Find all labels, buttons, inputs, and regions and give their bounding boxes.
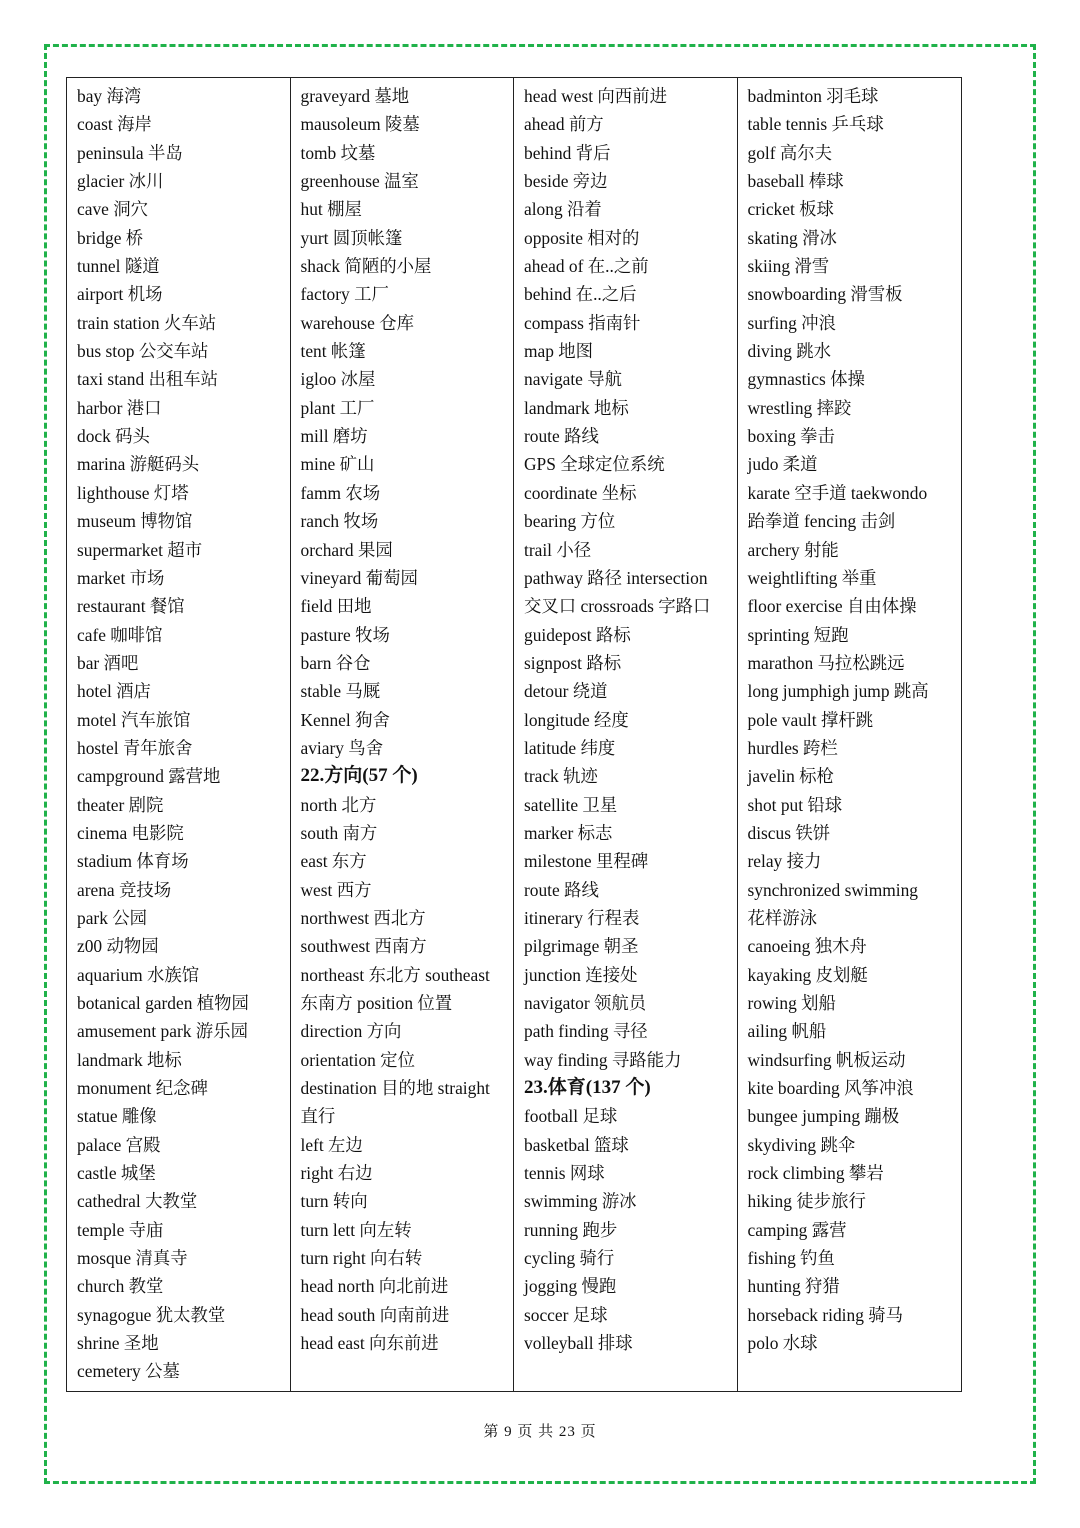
vocab-entry: hunting 狩猎 [747,1276,840,1297]
page-number-footer: 第 9 页 共 23 页 [483,1424,597,1440]
vocab-entry: 花样游泳 [747,907,818,928]
section-heading: 23.体育(137 个) [524,1077,651,1099]
vocab-entry: harbor 港口 [77,397,162,418]
vocab-entry: along 沿着 [524,199,602,220]
vocab-entry: bay 海湾 [77,86,142,106]
vocab-entry: jogging 慢跑 [524,1276,617,1297]
vocab-entry: motel 汽车旅馆 [77,709,191,730]
vocab-entry: tunnel 隧道 [77,256,160,277]
vocab-entry: beside 旁边 [524,171,608,192]
vocab-entry: aquarium 水族馆 [77,964,200,985]
vocab-entry: palace 宫殿 [77,1134,161,1155]
vocab-entry: cycling 骑行 [524,1248,615,1269]
vocab-entry: amusement park 游乐园 [77,1021,248,1042]
vocab-entry: dock 码头 [77,426,150,447]
vocab-entry: gymnastics 体操 [747,369,865,390]
vocab-entry: badminton 羽毛球 [747,86,879,106]
vocab-entry: turn 转向 [300,1191,368,1212]
vocab-entry: hostel 青年旅舍 [77,737,193,758]
vocabulary-column-3 [514,78,738,1391]
vocab-entry: 直行 [300,1106,336,1127]
vocab-entry: judo 柔道 [747,454,818,475]
vocab-entry: soccer 足球 [524,1304,608,1325]
vocabulary-column-1 [67,78,291,1391]
vocab-entry: bus stop 公交车站 [77,341,209,362]
vocab-entry: diving 跳水 [747,341,832,362]
vocab-entry: turn right 向右转 [300,1248,423,1269]
vocab-entry: east 东方 [300,851,367,872]
vocab-entry: path finding 寻径 [524,1021,648,1042]
vocab-entry: orientation 定位 [300,1049,415,1070]
vocab-entry: opposite 相对的 [524,227,640,248]
vocab-entry: bungee jumping 蹦极 [747,1106,900,1127]
vocab-entry: plant 工厂 [300,397,375,418]
vocab-entry: shrine 圣地 [77,1333,159,1354]
vocab-entry: map 地图 [524,341,594,362]
vocab-entry: bridge 桥 [77,227,144,248]
vocab-entry: GPS 全球定位系统 [524,454,665,475]
vocab-entry: destination 目的地 straight [300,1078,490,1099]
vocab-entry: kayaking 皮划艇 [747,964,868,985]
vocab-entry: cinema 电影院 [77,822,184,843]
vocab-entry: hotel 酒店 [77,681,151,702]
vocab-entry: itinerary 行程表 [524,907,640,928]
vocab-entry: trail 小径 [524,539,592,560]
vocab-entry: synagogue 犹太教堂 [77,1304,226,1325]
vocab-entry: greenhouse 温室 [300,171,419,192]
vocab-entry: archery 射能 [747,539,839,560]
vocab-entry: skating 滑冰 [747,227,837,248]
vocab-entry: milestone 里程碑 [524,851,649,872]
vocab-entry: sprinting 短跑 [747,624,849,645]
vocab-entry: pole vault 撑杆跳 [747,709,874,730]
vocab-entry: Kennel 狗舍 [300,709,390,730]
vocab-entry: castle 城堡 [77,1163,156,1184]
vocab-entry: factory 工厂 [300,284,389,305]
vocab-entry: cafe 咖啡馆 [77,624,163,645]
vocab-entry: west 西方 [300,879,372,900]
vocab-entry: coast 海岸 [77,114,152,135]
vocab-entry: fishing 钓鱼 [747,1248,835,1269]
vocab-entry: weightlifting 举重 [747,567,877,588]
vocab-entry: peninsula 半岛 [77,142,183,163]
vocab-entry: hiking 徒步旅行 [747,1191,866,1212]
vocab-entry: tent 帐篷 [300,341,366,362]
vocab-entry: head north 向北前进 [300,1276,449,1297]
vocab-entry: vineyard 葡萄园 [300,567,418,588]
vocab-entry: javelin 标枪 [747,766,834,787]
vocab-entry: snowboarding 滑雪板 [747,284,903,305]
vocab-entry: z00 动物园 [77,936,159,957]
vocab-entry: behind 背后 [524,142,611,163]
vocab-entry: airport 机场 [77,284,163,305]
vocab-entry: ahead of 在..之前 [524,256,649,277]
vocab-entry: rowing 划船 [747,993,836,1013]
vocab-entry: junction 连接处 [524,964,638,985]
vocab-entry: floor exercise 自由体操 [747,596,917,617]
vocab-entry: surfing 冲浪 [747,312,836,333]
vocab-entry: navigate 导航 [524,369,623,390]
vocab-entry: mosque 清真寺 [77,1248,188,1269]
vocab-entry: statue 雕像 [77,1106,157,1127]
vocab-entry: volleyball 排球 [524,1333,633,1354]
vocab-entry: restaurant 餐馆 [77,596,185,617]
vocab-entry: 跆拳道 fencing 击剑 [747,511,896,532]
vocab-entry: shack 简陋的小屋 [300,256,432,277]
vocab-entry: bar 酒吧 [77,652,139,673]
vocab-entry: ailing 帆船 [747,1021,827,1042]
vocab-entry: boxing 拳击 [747,426,835,447]
vocab-entry: southwest 西南方 [300,936,427,957]
vocab-entry: horseback riding 骑马 [747,1304,904,1325]
vocab-entry: 东南方 position 位置 [300,993,453,1013]
vocab-entry: basketbal 篮球 [524,1134,629,1155]
vocab-entry: head east 向东前进 [300,1333,439,1354]
vocab-entry: navigator 领航员 [524,993,647,1013]
vocab-entry: longitude 经度 [524,709,629,730]
vocab-entry: botanical garden 植物园 [77,993,249,1013]
vocab-entry: 交叉口 crossroads 字路口 [524,596,711,617]
vocab-entry: northwest 西北方 [300,907,426,928]
vocab-entry: cave 洞穴 [77,199,148,220]
vocab-entry: compass 指南针 [524,312,641,333]
vocab-entry: train station 火车站 [77,312,217,333]
vocab-entry: theater 剧院 [77,794,164,815]
vocab-entry: supermarket 超市 [77,539,203,560]
vocabulary-table [66,77,962,1392]
vocab-entry: temple 寺庙 [77,1219,164,1240]
vocab-entry: direction 方向 [300,1021,402,1042]
vocab-entry: cathedral 大教堂 [77,1191,198,1212]
vocab-entry: stable 马厩 [300,681,381,702]
vocab-entry: cricket 板球 [747,199,834,220]
vocab-entry: turn lett 向左转 [300,1219,412,1240]
vocab-entry: field 田地 [300,596,372,617]
vocab-entry: karate 空手道 taekwondo [747,482,928,503]
vocab-entry: graveyard 墓地 [300,86,410,106]
vocab-entry: right 右边 [300,1163,373,1184]
vocab-entry: taxi stand 出租车站 [77,369,219,390]
vocab-entry: igloo 冰屋 [300,369,376,390]
vocab-entry: satellite 卫星 [524,794,618,815]
vocab-entry: ranch 牧场 [300,511,379,532]
vocab-entry: ahead 前方 [524,114,604,135]
vocab-entry: track 轨迹 [524,766,598,787]
vocab-entry: campground 露营地 [77,766,221,787]
vocab-entry: hurdles 跨栏 [747,737,838,758]
vocab-entry: long jumphigh jump 跳高 [747,681,929,702]
vocab-entry: rock climbing 攀岩 [747,1163,884,1184]
vocab-entry: stadium 体育场 [77,851,189,872]
vocab-entry: landmark 地标 [77,1049,182,1070]
vocab-entry: pasture 牧场 [300,624,390,645]
vocab-entry: warehouse 仓库 [300,312,414,333]
vocab-entry: detour 绕道 [524,681,608,702]
vocab-entry: tennis 网球 [524,1163,605,1184]
vocab-entry: church 教堂 [77,1276,164,1297]
vocab-entry: baseball 棒球 [747,171,844,192]
vocab-entry: canoeing 独木舟 [747,936,867,957]
vocab-entry: northeast 东北方 southeast [300,964,490,985]
vocab-entry: latitude 纬度 [524,737,616,758]
vocab-entry: hut 棚屋 [300,199,362,220]
vocab-entry: marina 游艇码头 [77,454,200,475]
vocab-entry: landmark 地标 [524,397,629,418]
vocab-entry: museum 博物馆 [77,511,193,532]
vocab-entry: cemetery 公墓 [77,1361,180,1382]
vocab-entry: marker 标志 [524,822,613,843]
vocab-entry: arena 竞技场 [77,879,172,900]
vocab-entry: skydiving 跳伞 [747,1134,856,1155]
vocab-entry: coordinate 坐标 [524,482,637,503]
vocab-entry: table tennis 乒乓球 [747,114,884,135]
vocabulary-column-2 [291,78,515,1391]
vocab-entry: route 路线 [524,879,599,900]
vocab-entry: head west 向西前进 [524,86,667,106]
vocab-entry: discus 铁饼 [747,822,831,843]
vocab-entry: wrestling 摔跤 [747,397,852,418]
vocab-entry: mausoleum 陵墓 [300,114,420,135]
vocab-entry: windsurfing 帆板运动 [747,1049,906,1070]
vocab-entry: guidepost 路标 [524,624,631,645]
vocab-entry: skiing 滑雪 [747,256,830,277]
vocab-entry: bearing 方位 [524,511,616,532]
vocab-entry: famm 农场 [300,482,381,503]
vocab-entry: park 公园 [77,907,148,928]
vocab-entry: synchronized swimming [747,879,919,900]
vocab-entry: camping 露营 [747,1219,847,1240]
vocab-entry: pathway 路径 intersection [524,567,708,588]
vocab-entry: running 跑步 [524,1219,618,1240]
vocab-entry: aviary 鸟舍 [300,737,384,758]
vocab-entry: mill 磨坊 [300,426,368,447]
vocab-entry: left 左边 [300,1134,363,1155]
vocab-entry: yurt 圆顶帐篷 [300,227,403,248]
vocab-entry: route 路线 [524,426,599,447]
vocab-entry: kite boarding 风筝冲浪 [747,1078,914,1099]
section-heading: 22.方向(57 个) [300,765,418,787]
vocab-entry: behind 在..之后 [524,284,637,305]
vocab-entry: way finding 寻路能力 [524,1049,682,1070]
vocab-entry: swimming 游冰 [524,1191,637,1212]
vocab-entry: mine 矿山 [300,454,375,475]
vocab-entry: marathon 马拉松跳远 [747,652,905,673]
vocab-entry: head south 向南前进 [300,1304,450,1325]
vocabulary-column-4 [738,78,962,1391]
vocab-entry: signpost 路标 [524,652,622,673]
vocab-entry: relay 接力 [747,851,822,872]
vocab-entry: market 市场 [77,567,165,588]
vocab-entry: orchard 果园 [300,539,393,560]
vocab-entry: monument 纪念碑 [77,1078,208,1099]
vocab-entry: tomb 坟墓 [300,142,376,163]
vocab-entry: golf 高尔夫 [747,142,833,163]
vocab-entry: barn 谷仓 [300,652,371,673]
vocab-entry: polo 水球 [747,1333,818,1354]
vocab-entry: north 北方 [300,794,377,815]
vocab-entry: pilgrimage 朝圣 [524,936,639,957]
vocab-entry: glacier 冰川 [77,171,164,192]
vocab-entry: south 南方 [300,822,378,843]
vocab-entry: shot put 铅球 [747,794,843,815]
vocab-entry: football 足球 [524,1106,618,1127]
vocab-entry: lighthouse 灯塔 [77,482,189,503]
